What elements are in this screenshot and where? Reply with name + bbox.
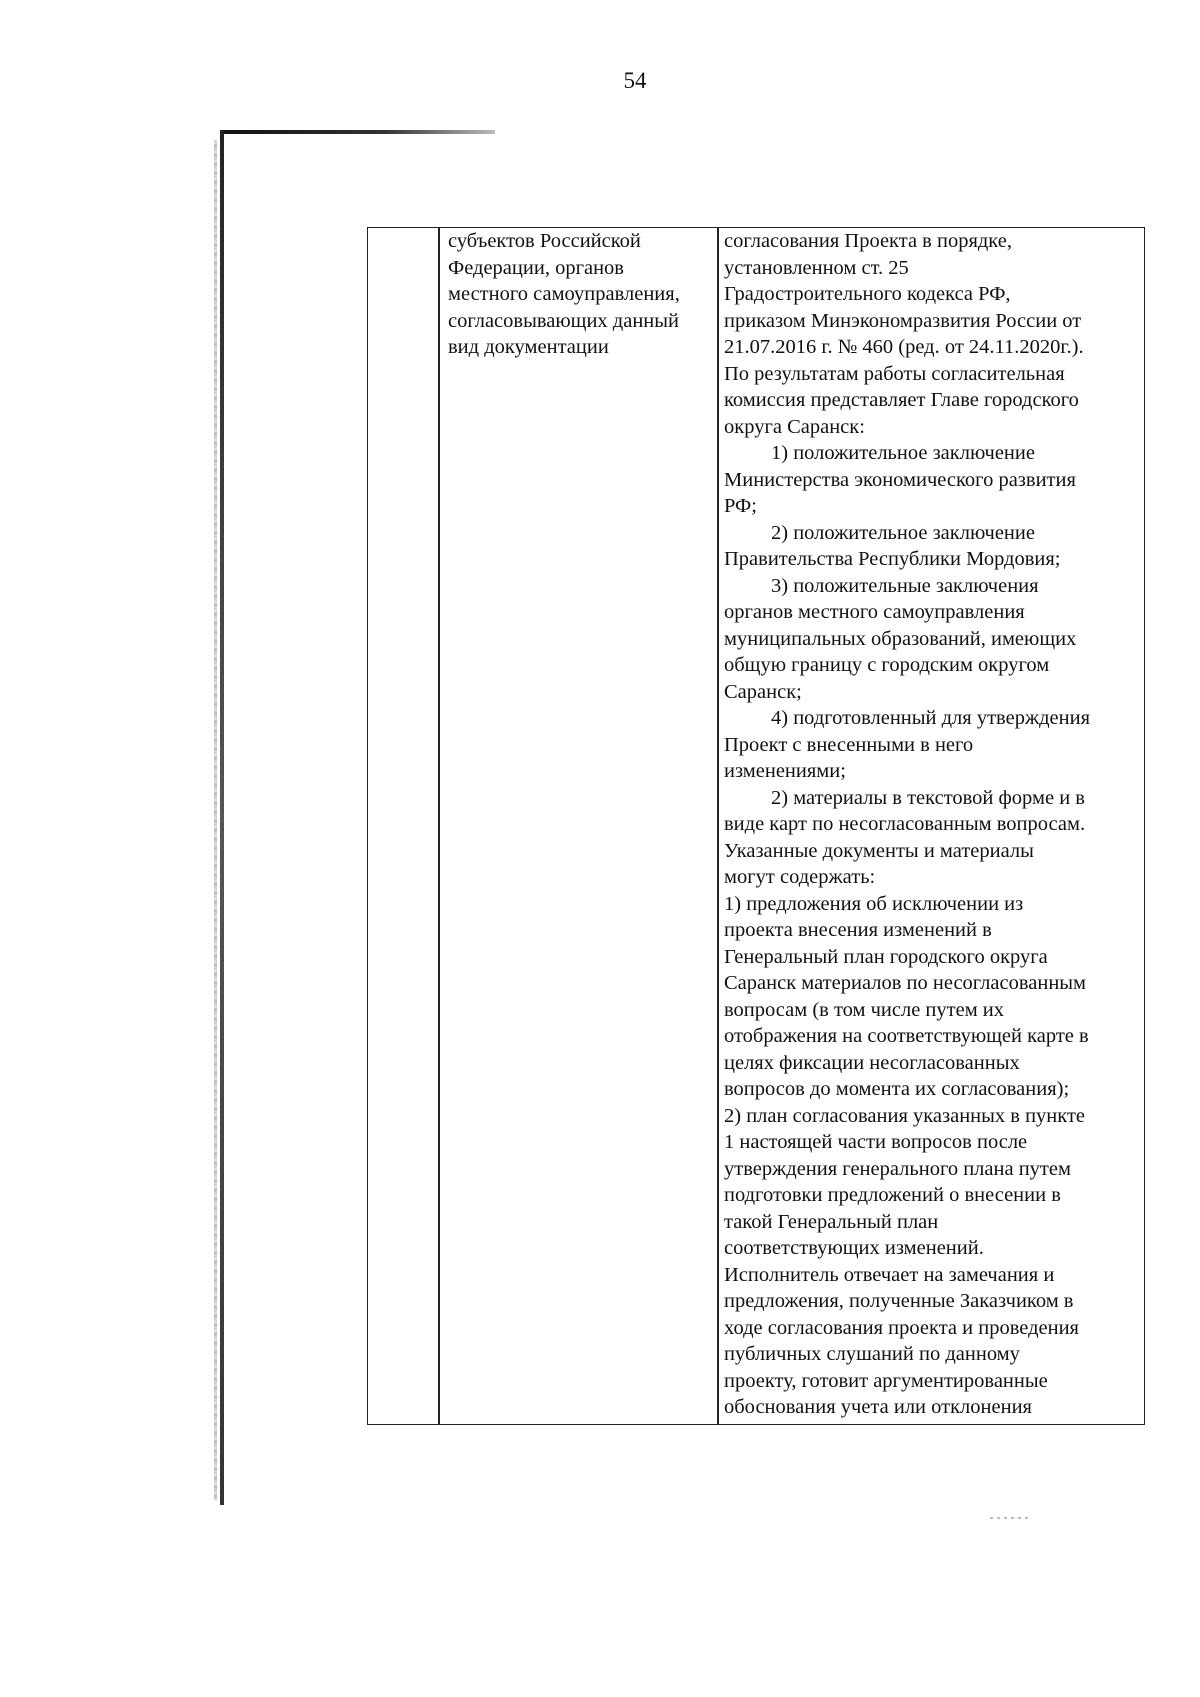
right-cell-line: отображения на соответствующей карте в (724, 1025, 1089, 1047)
right-cell-line: вопросам (в том числе путем их (724, 998, 1005, 1021)
right-cell-line: 2) план согласования указанных в пункте (724, 1104, 1086, 1127)
scan-border-left-shadow (214, 140, 217, 1500)
right-cell-line: обоснования учета или отклонения (724, 1396, 1032, 1418)
right-cell-line: 3) положительные заключения (771, 574, 1039, 597)
scan-border-top (220, 130, 495, 134)
right-cell-line: проекту, готовит аргументированные (724, 1369, 1048, 1392)
right-cell-line: Министерства экономического развития (724, 468, 1076, 491)
right-cell-line: такой Генеральный план (724, 1210, 939, 1233)
left-cell-line: вид документации (448, 336, 609, 358)
right-cell-line: виде карт по несогласованным вопросам. (724, 813, 1086, 835)
right-cell-line: 21.07.2016 г. № 460 (ред. от 24.11.2020г.). (724, 336, 1084, 358)
right-cell-line: публичных слушаний по данному (724, 1343, 1020, 1365)
right-cell-line: ходе согласования проекта и проведения (724, 1316, 1079, 1339)
right-cell-line: Генеральный план городского округа (724, 945, 1048, 968)
right-cell-line: 2) материалы в текстовой форме и в (771, 786, 1085, 809)
left-cell-line: Федерации, органов (448, 256, 624, 279)
right-cell-line: 1) положительное заключение (771, 442, 1035, 464)
right-cell-line: По результатам работы согласительная (724, 362, 1065, 385)
right-cell-line: Исполнитель отвечает на замечания и (724, 1263, 1055, 1286)
left-cell (448, 228, 714, 361)
right-cell-line: утверждения генерального плана путем (724, 1157, 1071, 1180)
right-cell-line: изменениями; (724, 760, 846, 782)
right-cell-line: комиссия представляет Главе городского (724, 389, 1079, 411)
right-cell-line: Указанные документы и материалы (724, 839, 1034, 862)
right-cell-line: общую границу с городским округом (724, 654, 1050, 676)
right-cell-line: согласования Проекта в порядке, (724, 230, 1012, 252)
right-cell-line: Проект с внесенными в него (724, 733, 974, 756)
left-cell-line: согласовывающих данный (448, 309, 680, 332)
column-divider-1 (438, 228, 440, 1424)
right-cell-line: целях фиксации несогласованных (724, 1051, 1020, 1074)
right-cell-line: органов местного самоуправления (724, 601, 1025, 623)
right-cell-line: РФ; (724, 495, 757, 517)
right-cell-line: соответствующих изменений. (724, 1237, 984, 1259)
right-cell-line: подготовки предложений о внесении в (724, 1184, 1061, 1206)
right-cell-line: Градостроительного кодекса РФ, (724, 283, 1011, 305)
right-cell-line: 1 настоящей части вопросов после (724, 1131, 1028, 1153)
scan-border-left (220, 130, 224, 1505)
right-cell-line: округа Саранск: (724, 415, 865, 438)
right-cell-line: предложения, полученные Заказчиком в (724, 1290, 1074, 1312)
right-cell-line: Правительства Республики Мордовия; (724, 548, 1061, 570)
right-cell-line: Саранск; (724, 680, 802, 703)
column-divider-2 (717, 228, 719, 1424)
right-cell-line: 1) предложения об исключении из (724, 892, 1024, 915)
page-number: 54 (623, 68, 647, 93)
left-cell-line: местного самоуправления, (448, 283, 680, 305)
right-cell-line: муниципальных образований, имеющих (724, 627, 1077, 650)
scan-noise-mark (990, 1517, 1030, 1519)
right-cell-line: 2) положительное заключение (771, 521, 1035, 544)
right-cell-line: Саранск материалов по несогласованным (724, 972, 1087, 994)
right-cell (724, 228, 1144, 1421)
right-cell-line: вопросов до момента их согласования); (724, 1078, 1070, 1100)
left-cell-line: субъектов Российской (448, 230, 641, 252)
right-cell-line: могут содержать: (724, 866, 876, 888)
right-cell-line: установленном ст. 25 (724, 256, 909, 279)
right-cell-line: 4) подготовленный для утверждения (771, 707, 1091, 729)
right-cell-line: проекта внесения изменений в (724, 919, 992, 941)
right-cell-line: приказом Минэкономразвития России от (724, 309, 1082, 332)
document-table (367, 227, 1145, 1425)
